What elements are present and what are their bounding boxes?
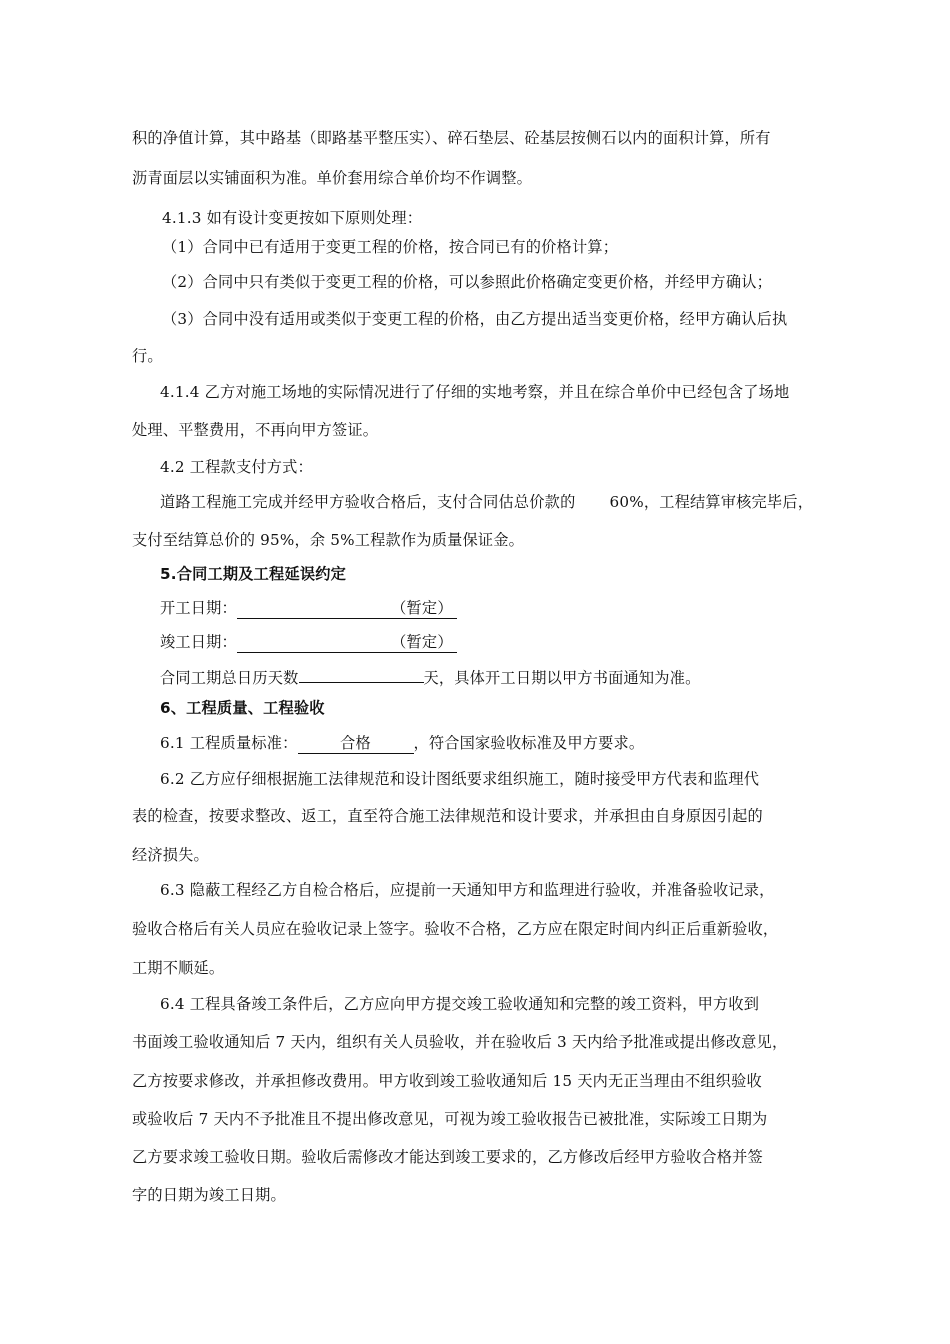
- clause-6-2: 6.2 乙方应仔细根据施工法律规范和设计图纸要求组织施工，随时接受甲方代表和监理代: [160, 770, 760, 788]
- clause-6-3: 6.3 隐蔽工程经乙方自检合格后，应提前一天通知甲方和监理进行验收，并准备验收记录，: [160, 881, 775, 899]
- payment-text-a: 道路工程施工完成并经甲方验收合格后，支付合同估总价款的: [160, 493, 576, 511]
- paragraph-line: 书面竣工验收通知后 7 天内，组织有关人员验收，并在验收后 3 天内给予批准或提出修改意见，: [132, 1033, 788, 1051]
- section-heading-5: 5.合同工期及工程延误约定: [160, 565, 346, 583]
- paragraph-line: 或验收后 7 天内不予批准且不提出修改意见，可视为竣工验收报告已被批准，实际竣工日期为: [132, 1110, 768, 1128]
- quality-suffix: ，符合国家验收标准及甲方要求。: [413, 734, 645, 752]
- end-date-note: （暂定）: [391, 633, 453, 651]
- duration-row: [0, 662, 950, 686]
- paragraph-line: 积的净值计算，其中路基（即路基平整压实）、碎石垫层、砼基层按侧石以内的面积计算，所有: [132, 129, 771, 147]
- quality-value: 合格: [340, 734, 371, 752]
- quality-standard-row: [0, 731, 950, 755]
- paragraph-line: 乙方要求竣工验收日期。验收后需修改才能达到竣工要求的，乙方修改后经甲方验收合格并签: [132, 1148, 763, 1166]
- clause-6-4: 6.4 工程具备竣工条件后，乙方应向甲方提交竣工验收通知和完整的竣工资料，甲方收到: [160, 995, 760, 1013]
- start-date-field[interactable]: [237, 598, 457, 619]
- paragraph-line: 处理、平整费用，不再向甲方签证。: [132, 421, 379, 439]
- list-item: （1）合同中已有适用于变更工程的价格，按合同已有的价格计算；: [162, 238, 619, 256]
- list-item: （2）合同中只有类似于变更工程的价格，可以参照此价格确定变更价格，并经甲方确认；: [162, 273, 772, 291]
- list-item: （3）合同中没有适用或类似于变更工程的价格，由乙方提出适当变更价格，经甲方确认后执: [162, 310, 788, 328]
- paragraph-line: 沥青面层以实铺面积为准。单价套用综合单价均不作调整。: [132, 169, 533, 187]
- end-date-row: [0, 630, 950, 654]
- paragraph-line: 验收合格后有关人员应在验收记录上签字。验收不合格，乙方应在限定时间内纠正后重新验收，: [132, 920, 779, 938]
- paragraph-line: 乙方按要求修改，并承担修改费用。甲方收到竣工验收通知后 15 天内无正当理由不组织验收: [132, 1072, 762, 1090]
- paragraph-line: 支付至结算总价的 95%，余 5%工程款作为质量保证金。: [132, 531, 525, 549]
- start-date-row: [0, 596, 950, 620]
- paragraph-line: 字的日期为竣工日期。: [132, 1186, 286, 1204]
- payment-text-b: ，工程结算审核完毕后，: [643, 493, 814, 511]
- end-date-label: 竣工日期：: [160, 633, 237, 651]
- paragraph-line: 行。: [132, 347, 163, 365]
- paragraph-line: 表的检查，按要求整改、返工，直至符合施工法律规范和设计要求，并承担由自身原因引起的: [132, 807, 763, 825]
- payment-percent: 60%: [609, 493, 644, 511]
- clause-4-1-4: 4.1.4 乙方对施工场地的实际情况进行了仔细的实地考察，并且在综合单价中已经包含了场地: [160, 383, 790, 401]
- duration-days-field[interactable]: [299, 662, 424, 683]
- start-date-note: （暂定）: [391, 599, 453, 617]
- clause-title-4-2: 4.2 工程款支付方式：: [160, 458, 313, 476]
- clause-title-4-1-3: 4.1.3 如有设计变更按如下原则处理：: [162, 209, 423, 227]
- quality-label: 6.1 工程质量标准：: [160, 734, 298, 752]
- start-date-label: 开工日期：: [160, 599, 237, 617]
- quality-value-field[interactable]: [298, 733, 414, 754]
- end-date-field[interactable]: [237, 632, 457, 653]
- duration-suffix: 天，具体开工日期以甲方书面通知为准。: [423, 669, 701, 687]
- payment-line: [0, 490, 950, 514]
- paragraph-line: 经济损失。: [132, 846, 209, 864]
- section-heading-6: 6、工程质量、工程验收: [160, 699, 325, 717]
- duration-label: 合同工期总日历天数: [160, 669, 299, 687]
- paragraph-line: 工期不顺延。: [132, 959, 225, 977]
